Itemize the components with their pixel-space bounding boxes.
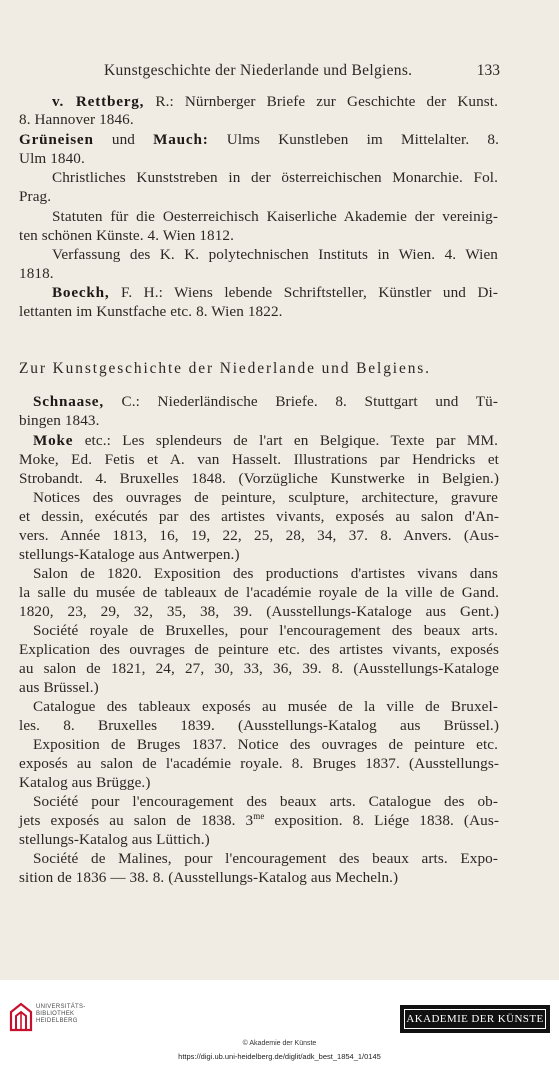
entry-text: etc.: Les splendeurs de l'art en Belgique. Texte par MM. — [84, 432, 498, 449]
entry-line: Moke, Ed. Fetis et A. van Hasselt. Illustrations par Hendricks et — [19, 451, 499, 468]
entry-text: Ulms Kunstleben im Mittelalter. 8. — [226, 131, 499, 148]
entry-line: Katalog aus Brügge.) — [19, 774, 151, 791]
entry-line: sition de 1836 — 38. 8. (Ausstellungs-Katalog aus Mecheln.) — [19, 869, 399, 886]
entry-line: Salon de 1820. Exposition des productions d'artistes vivans dans — [33, 565, 498, 582]
entry-line: Verfassung des K. K. polytechnischen Instituts in Wien. 4. Wien — [52, 246, 498, 263]
logo-text-line: HEIDELBERG — [36, 1018, 78, 1024]
entry-line — [52, 92, 498, 112]
entry-line: Société pour l'encouragement des beaux arts. Catalogue des ob- — [33, 793, 498, 810]
entry-line: lettanten im Kunstfache etc. 8. Wien 1822. — [19, 303, 283, 320]
entry-line: aus Brüssel.) — [19, 679, 99, 696]
entry-line: stellungs-Katalog aus Lüttich.) — [19, 831, 210, 848]
running-title: Kunstgeschichte der Niederlande und Belgiens. — [104, 62, 413, 79]
entry-line: Christliches Kunststreben in der österreichischen Monarchie. Fol. — [52, 169, 498, 186]
page-number: 133 — [476, 62, 500, 79]
entry-line: Exposition de Bruges 1837. Notice des ouvrages de peinture etc. — [33, 736, 498, 753]
entry-line: Explication des ouvrages de peinture etc. des artistes vivants, exposés — [19, 641, 499, 658]
logo-text-line: UNIVERSITÄTS- — [36, 1004, 86, 1010]
entry-line — [19, 811, 499, 831]
author-name: Schnaase, — [33, 393, 104, 410]
author-name: Moke — [33, 432, 74, 449]
author-name: Grüneisen — [19, 131, 94, 148]
author-name: Mauch: — [153, 131, 209, 148]
akademie-label: AKADEMIE DER KÜNSTE — [404, 1009, 546, 1029]
entry-line — [33, 392, 498, 412]
entry-line: Société royale de Bruxelles, pour l'encouragement des beaux arts. — [33, 622, 498, 639]
entry-text: jets exposés au salon de 1838. 3 — [19, 812, 254, 829]
entry-line: la salle du musée de tableaux de l'académie royale de la ville de Gand. — [19, 584, 499, 601]
entry-line: Statuten für die Oesterreichisch Kaiserliche Akademie der vereinig- — [52, 208, 498, 225]
entry-line — [19, 130, 499, 150]
entry-line: Ulm 1840. — [19, 150, 85, 167]
entry-line: Catalogue des tableaux exposés au musée de la ville de Bruxel- — [33, 698, 498, 715]
entry-text: und — [111, 131, 135, 148]
university-library-name[interactable] — [36, 1004, 86, 1025]
entry-line: Notices des ouvrages de peinture, sculpture, architecture, gravure — [33, 489, 498, 506]
superscript: me — [253, 810, 265, 821]
entry-line: bingen 1843. — [19, 412, 100, 429]
source-url-link[interactable]: https://digi.ub.uni-heidelberg.de/diglit/adk_best_1854_1/0145 — [178, 1052, 381, 1061]
author-name: Boeckh, — [52, 284, 110, 301]
entry-line: Société de Malines, pour l'encouragement des beaux arts. Expo- — [33, 850, 498, 867]
author-name: v. Rettberg, — [52, 93, 145, 110]
entry-line: ten schönen Künste. 4. Wien 1812. — [19, 227, 234, 244]
entry-text: C.: Niederländische Briefe. 8. Stuttgart und Tü- — [121, 393, 498, 410]
running-head — [19, 60, 500, 82]
entry-line — [33, 431, 498, 451]
entry-text: R.: Nürnberger Briefe zur Geschichte der Kunst. — [155, 93, 498, 110]
entry-line: 8. Hannover 1846. — [19, 111, 134, 128]
entry-line: au salon de 1821, 24, 27, 30, 33, 36, 39. 8. (Ausstellungs-Kataloge — [19, 660, 499, 677]
entry-text: exposition. 8. Liége 1838. (Aus- — [264, 812, 499, 829]
entry-line: Prag. — [19, 188, 52, 205]
entry-line — [52, 283, 498, 303]
copyright-notice: © Akademie der Künste — [242, 1040, 317, 1047]
akademie-der-kuenste-link[interactable] — [400, 1005, 550, 1033]
entry-line: Strobandt. 4. Bruxelles 1848. (Vorzügliche Kunstwerke in Belgien.) — [19, 470, 499, 487]
entry-line: vers. Année 1813, 16, 19, 22, 25, 28, 34, 37. 8. Anvers. (Aus- — [19, 527, 499, 544]
entry-line: les. 8. Bruxelles 1839. (Ausstellungs-Katalog aus Brüssel.) — [19, 717, 499, 734]
section-heading: Zur Kunstgeschichte der Niederlande und Belgiens. — [19, 360, 431, 377]
university-library-logo-icon[interactable] — [8, 1000, 34, 1032]
entry-line: 1818. — [19, 265, 54, 282]
logo-text-line: BIBLIOTHEK — [36, 1011, 75, 1017]
entry-text: F. H.: Wiens lebende Schriftsteller, Künstler und Di- — [120, 284, 498, 301]
entry-line: stellungs-Kataloge aus Antwerpen.) — [19, 546, 240, 563]
entry-line: et dessin, exécutés par des artistes vivants, exposés au salon d'An- — [19, 508, 499, 525]
entry-line: 1820, 23, 29, 32, 35, 38, 39. (Ausstellungs-Kataloge aus Gent.) — [19, 603, 499, 620]
entry-line: exposés au salon de l'académie royale. 8. Bruges 1837. (Ausstellungs- — [19, 755, 499, 772]
